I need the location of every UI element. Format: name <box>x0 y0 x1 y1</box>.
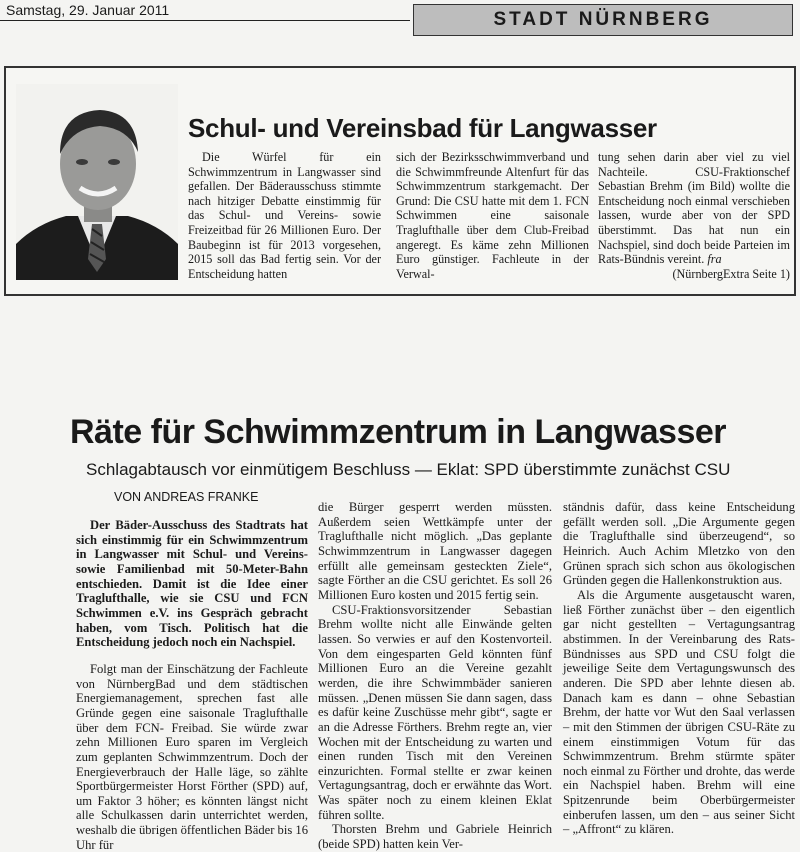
article1-col1-text: Die Würfel für ein Schwimmzentrum in Langwasser sind gefallen. Der Bäderausschuss stimmte nach hitziger Debatte einstimmig für das Schul- und Vereins- sowie Freizeitbad für 26 Millionen Euro. Der Baubeginn ist für 2013 vorgesehen, 2015 soll das Bad fertig sein. Vor der Entscheidung hatten <box>188 150 381 281</box>
article2-subheadline: Schlagabtausch vor einmütigem Beschluss — Eklat: SPD überstimmte zunächst CSU <box>86 460 731 479</box>
article2-col2-p2: CSU-Fraktionsvorsitzender Sebastian Brehm wollte nicht alle Einwände gelten lassen. So verwies er auf den Kostenvorteil. Von dem eingesparten Geld könnten fünf Millionen Euro an die Vereine gezahlt werden, die ihre Schwimmbäder sanieren müssen. „Denen müssen Sie dann sagen, dass es dafür keine Zuschüsse mehr gibt“, sagte er an die Adresse Förthers. Brehm regte an, vier Wochen mit der Entscheidung zu warten und einen runden Tisch mit den Vereinen einzurichten. Formal stellte er zwar keinen Vertagungsantrag, doch er erwähnte das Wort. Was später noch zu einem kleinen Eklat führen sollte. <box>318 602 552 822</box>
article2-col2-p3: Thorsten Brehm und Gabriele Heinrich (beide SPD) hatten kein Ver- <box>318 822 552 852</box>
article1-col3-text <box>598 150 790 267</box>
article1-headline: Schul- und Vereinsbad für Langwasser <box>188 113 657 143</box>
article1-column-3 <box>598 150 790 281</box>
article1-col2-text: sich der Bezirksschwimmverband und die Schwimmfreunde Altenfurt für das Schwimmzentrum starkgemacht. Der Grund: Die CSU hatte mit dem 1. FCN Schwimmen eine saisonale Traglufthalle über dem Club-Freibad angeregt. Es käme zehn Millionen Euro günstiger. Fachleute in der Verwal- <box>396 150 589 281</box>
article2-column-1 <box>76 518 308 852</box>
article2-col3-p2: Als die Argumente ausgetauscht waren, ließ Förther zunächst über – den eigentlich gar nicht gestellten – Vertagungsantrag abstimmen. In der Vereinbarung des Rats-Bündnisses aus SPD und CSU folgt die jeweilige Seite dem Vertagungswunsch des anderen. Die SPD aber lehnte diesen ab. Danach kam es dann – ohne Sebastian Brehm, der hatte vor Wut den Saal verlassen – mit den Stimmen der übrigen CSU-Räte zu einem einstimmigen Votum für das Schwimmzentrum. Brehm stürmte später noch einmal zu Förther und drohte, das werde ein Nachspiel haben. Brehm will eine Spitzenrunde beim Oberbürgermeister einberufen lassen, um den – aus seiner Sicht – „Affront“ zu klären. <box>563 587 795 837</box>
article1-col3-body: tung sehen darin aber viel zu viel Nachteile. CSU-Fraktionschef Sebastian Brehm (im Bild) wollte die Entscheidung noch einmal verschieben lassen, wurde aber von der SPD überstimmt. Das hat nun ein Nachspiel, sind doch beide Parteien im Rats-Bündnis vereint. <box>598 150 790 267</box>
article2-col1-body: Folgt man der Einschätzung der Fachleute von NürnbergBad und dem städtischen Energiemanagement, sprechen fast alle Gründe gegen eine saisonale Traglufthalle über dem FCN- Freibad. Sie würde zwar zehn Millionen Euro sparen im Vergleich zum geplanten Schwimmzentrum. Doch der Energieverbrauch der Halle läge, so zählte Sportbürgermeister Horst Förther (SPD) auf, um Faktor 3 höher; es könnten längst nicht alle Schulkassen darin unterrichtet werden, weshalb die übrigen öffentlichen Bäder bis 16 Uhr für <box>76 661 308 852</box>
header-rule <box>0 20 410 21</box>
article1-column-1 <box>188 150 381 281</box>
article1-column-2 <box>396 150 589 281</box>
article2-lead: Der Bäder-Ausschuss des Stadtrats hat sich einstimmig für ein Schwimmzentrum in Langwasser mit Schul- und Vereins- sowie Familienbad mit 50-Meter-Bahn entschieden. Damit ist die Idee einer Traglufthalle, wie sie CSU und FCN Schwimmen e.V. ins Gespräch gebracht haben, vom Tisch. Politisch hat die Entscheidung jedoch noch ein Nachspiel. <box>76 518 308 650</box>
section-title: STADT NÜRNBERG <box>493 9 713 30</box>
article2-col2-p1: die Bürger gesperrt werden müssten. Außerdem seien Wettkämpfe unter der Traglufthalle nicht möglich. „Das geplante Schwimmzentrum in Langwasser dagegen erfüllt alle gemeinsam gesteckten Ziele“, sagte Förther an die CSU gerichtet. Es soll 26 Millionen Euro kosten und 2015 fertig sein. <box>318 500 552 602</box>
article1-reference: (NürnbergExtra Seite 1) <box>672 266 790 281</box>
page-date: Samstag, 29. Januar 2011 <box>6 2 170 18</box>
article2-col3-p1: ständnis dafür, dass keine Entscheidung gefällt werden soll. „Die Argumente gegen die Traglufthalle sind überzeugend“, so Heinrich. Auch Achim Mletzko von den Grünen sprach sich schon aus ökologischen Gründen gegen die Hallenkonstruktion aus. <box>563 500 795 588</box>
article2-byline: VON ANDREAS FRANKE <box>114 490 259 504</box>
section-banner <box>413 4 793 36</box>
article2-column-3 <box>563 500 795 837</box>
portrait-photo <box>16 84 178 280</box>
article2-column-2 <box>318 500 552 852</box>
article2-headline: Räte für Schwimmzentrum in Langwasser <box>70 413 726 451</box>
author-mark: fra <box>707 252 722 267</box>
